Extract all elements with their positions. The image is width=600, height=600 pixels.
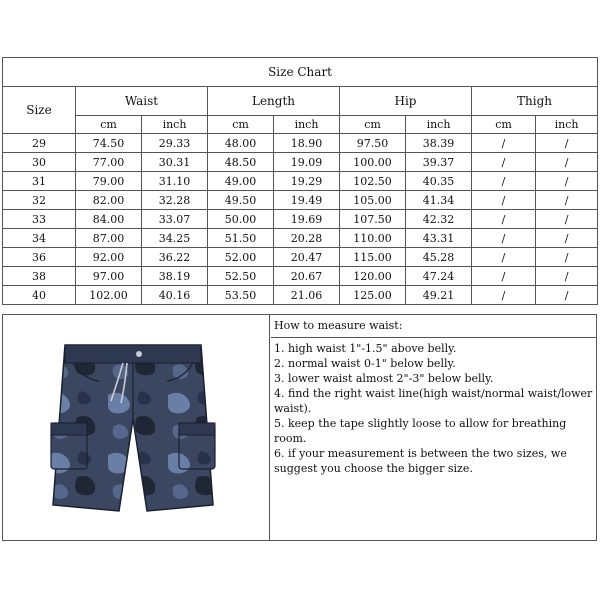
value-cell: 20.67 <box>274 267 340 286</box>
value-cell: / <box>536 134 598 153</box>
value-cell: 20.28 <box>274 229 340 248</box>
table-row <box>3 153 598 172</box>
waist-header: Waist <box>76 87 208 116</box>
value-cell: 53.50 <box>208 286 274 305</box>
size-chart-table <box>2 57 598 305</box>
value-cell: 125.00 <box>340 286 406 305</box>
size-column-header: Size <box>3 87 76 134</box>
thigh-header: Thigh <box>472 87 598 116</box>
value-cell: 49.50 <box>208 191 274 210</box>
measure-instructions <box>271 315 596 540</box>
value-cell: 21.06 <box>274 286 340 305</box>
value-cell: 97.50 <box>340 134 406 153</box>
size-chart-body <box>3 134 598 305</box>
chart-title-row <box>3 58 598 87</box>
value-cell: 120.00 <box>340 267 406 286</box>
value-cell: 102.00 <box>76 286 142 305</box>
value-cell: / <box>472 134 536 153</box>
length-header: Length <box>208 87 340 116</box>
value-cell: 51.50 <box>208 229 274 248</box>
value-cell: / <box>472 191 536 210</box>
table-row <box>3 229 598 248</box>
value-cell: 52.00 <box>208 248 274 267</box>
value-cell: / <box>472 229 536 248</box>
value-cell: 49.21 <box>406 286 472 305</box>
value-cell: / <box>472 210 536 229</box>
size-cell: 33 <box>3 210 76 229</box>
value-cell: 40.16 <box>142 286 208 305</box>
size-cell: 32 <box>3 191 76 210</box>
size-cell: 34 <box>3 229 76 248</box>
unit-header: cm <box>208 116 274 134</box>
value-cell: 48.00 <box>208 134 274 153</box>
value-cell: 87.00 <box>76 229 142 248</box>
unit-header: inch <box>536 116 598 134</box>
measure-steps <box>271 338 596 476</box>
value-cell: 29.33 <box>142 134 208 153</box>
list-item: 3. lower waist almost 2"-3" below belly. <box>274 372 494 385</box>
value-cell: / <box>472 172 536 191</box>
value-cell: 38.19 <box>142 267 208 286</box>
button-icon <box>136 351 142 357</box>
table-row <box>3 191 598 210</box>
unit-header: inch <box>274 116 340 134</box>
value-cell: / <box>536 210 598 229</box>
value-cell: 102.50 <box>340 172 406 191</box>
group-header-row <box>3 87 598 116</box>
waistband <box>65 345 201 363</box>
unit-header-row <box>3 116 598 134</box>
value-cell: 77.00 <box>76 153 142 172</box>
value-cell: 31.10 <box>142 172 208 191</box>
measure-heading: How to measure waist: <box>271 315 596 338</box>
value-cell: / <box>472 248 536 267</box>
value-cell: 18.90 <box>274 134 340 153</box>
value-cell: 38.39 <box>406 134 472 153</box>
value-cell: / <box>536 172 598 191</box>
value-cell: / <box>536 229 598 248</box>
value-cell: 30.31 <box>142 153 208 172</box>
value-cell: 74.50 <box>76 134 142 153</box>
unit-header: inch <box>142 116 208 134</box>
value-cell: 110.00 <box>340 229 406 248</box>
value-cell: / <box>472 286 536 305</box>
value-cell: / <box>536 153 598 172</box>
chart-title: Size Chart <box>3 58 598 87</box>
table-row <box>3 286 598 305</box>
value-cell: 34.25 <box>142 229 208 248</box>
value-cell: 36.22 <box>142 248 208 267</box>
value-cell: 97.00 <box>76 267 142 286</box>
value-cell: 52.50 <box>208 267 274 286</box>
value-cell: 45.28 <box>406 248 472 267</box>
value-cell: 48.50 <box>208 153 274 172</box>
value-cell: / <box>472 153 536 172</box>
size-cell: 36 <box>3 248 76 267</box>
cargo-shorts-image <box>43 327 223 527</box>
value-cell: / <box>536 191 598 210</box>
value-cell: 19.49 <box>274 191 340 210</box>
right-pocket-flap <box>179 423 215 435</box>
value-cell: 39.37 <box>406 153 472 172</box>
value-cell: 41.34 <box>406 191 472 210</box>
list-item: 5. keep the tape slightly loose to allow for breathing room. <box>274 417 567 445</box>
unit-header: cm <box>472 116 536 134</box>
size-cell: 30 <box>3 153 76 172</box>
hip-header: Hip <box>340 87 472 116</box>
value-cell: 19.29 <box>274 172 340 191</box>
measure-section <box>2 314 597 541</box>
value-cell: / <box>536 248 598 267</box>
unit-header: cm <box>76 116 142 134</box>
value-cell: 19.09 <box>274 153 340 172</box>
value-cell: 20.47 <box>274 248 340 267</box>
value-cell: 92.00 <box>76 248 142 267</box>
value-cell: 82.00 <box>76 191 142 210</box>
value-cell: / <box>536 286 598 305</box>
unit-header: cm <box>340 116 406 134</box>
value-cell: / <box>536 267 598 286</box>
value-cell: 43.31 <box>406 229 472 248</box>
value-cell: 105.00 <box>340 191 406 210</box>
value-cell: 100.00 <box>340 153 406 172</box>
value-cell: 107.50 <box>340 210 406 229</box>
value-cell: 79.00 <box>76 172 142 191</box>
value-cell: 33.07 <box>142 210 208 229</box>
table-row <box>3 134 598 153</box>
value-cell: 19.69 <box>274 210 340 229</box>
size-cell: 40 <box>3 286 76 305</box>
value-cell: 50.00 <box>208 210 274 229</box>
table-row <box>3 210 598 229</box>
unit-header: inch <box>406 116 472 134</box>
value-cell: 32.28 <box>142 191 208 210</box>
list-item: 2. normal waist 0-1" below belly. <box>274 357 456 370</box>
size-cell: 31 <box>3 172 76 191</box>
left-pocket-flap <box>51 423 87 435</box>
value-cell: 49.00 <box>208 172 274 191</box>
table-row <box>3 172 598 191</box>
list-item: 4. find the right waist line(high waist/normal waist/lower waist). <box>274 387 593 415</box>
value-cell: 42.32 <box>406 210 472 229</box>
list-item: 1. high waist 1"-1.5" above belly. <box>274 342 457 355</box>
product-photo-panel <box>3 315 270 540</box>
table-row <box>3 267 598 286</box>
value-cell: 40.35 <box>406 172 472 191</box>
table-row <box>3 248 598 267</box>
value-cell: 47.24 <box>406 267 472 286</box>
value-cell: 115.00 <box>340 248 406 267</box>
size-cell: 29 <box>3 134 76 153</box>
value-cell: 84.00 <box>76 210 142 229</box>
list-item: 6. if your measurement is between the two sizes, we suggest you choose the bigger size. <box>274 447 567 475</box>
value-cell: / <box>472 267 536 286</box>
size-cell: 38 <box>3 267 76 286</box>
